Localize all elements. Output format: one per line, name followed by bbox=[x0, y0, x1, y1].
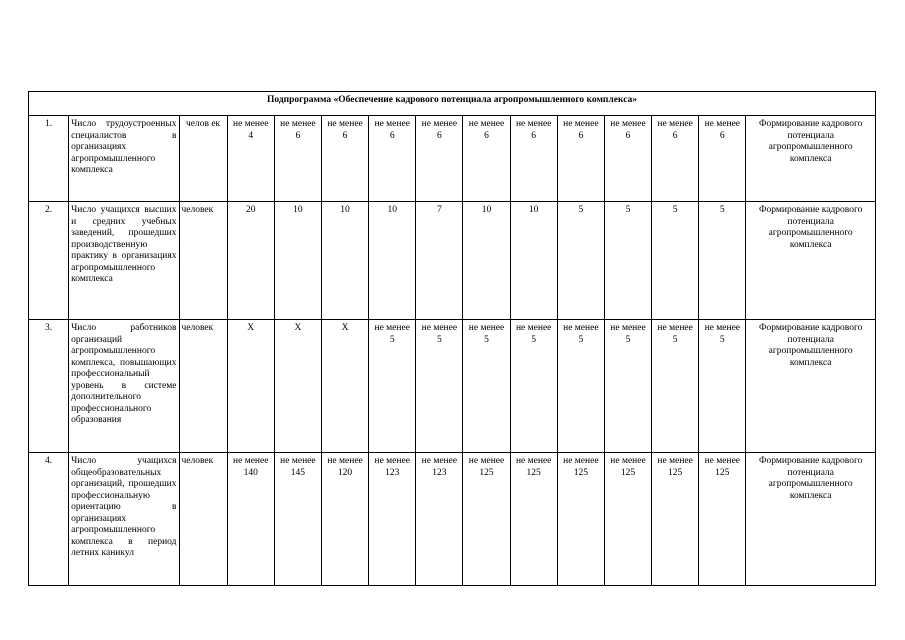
value-cell: не менее 125 bbox=[604, 453, 651, 586]
value-cell: не менее 125 bbox=[699, 453, 746, 586]
value-cell: не менее 5 bbox=[463, 320, 510, 453]
value-cell: не менее 5 bbox=[416, 320, 463, 453]
value-cell: 10 bbox=[321, 202, 368, 320]
indicator-name: Число трудоустроенных специалистов в организациях агропромышленного комплекса bbox=[69, 116, 179, 202]
value-cell: 10 bbox=[463, 202, 510, 320]
table-row bbox=[29, 320, 876, 453]
value-cell: Х bbox=[227, 320, 274, 453]
value-cell: Х bbox=[321, 320, 368, 453]
value-cell: не менее 123 bbox=[416, 453, 463, 586]
unit-cell: человек bbox=[179, 453, 227, 586]
table-row bbox=[29, 116, 876, 202]
value-cell: 10 bbox=[369, 202, 416, 320]
value-cell: не менее 6 bbox=[321, 116, 368, 202]
value-cell: не менее 5 bbox=[652, 320, 699, 453]
value-cell: не менее 123 bbox=[369, 453, 416, 586]
indicator-name: Число учащихся высших и средних учебных заведений, прошедших производственную практику в организациях агропромышленного комплекса bbox=[69, 202, 179, 320]
expected-result: Формирование кадрового потенциала агропромышленного комплекса bbox=[746, 116, 876, 202]
value-cell: не менее 6 bbox=[463, 116, 510, 202]
value-cell: не менее 140 bbox=[227, 453, 274, 586]
indicator-name: Число работников организаций агропромышленного комплекса, повышающих профессиональный уровень в системе дополнительного профессионального образования bbox=[69, 320, 179, 453]
unit-cell: человек bbox=[179, 320, 227, 453]
value-cell: не менее 5 bbox=[604, 320, 651, 453]
value-cell: не менее 125 bbox=[557, 453, 604, 586]
value-cell: не менее 125 bbox=[652, 453, 699, 586]
unit-cell: челов ек bbox=[179, 116, 227, 202]
value-cell: не менее 120 bbox=[321, 453, 368, 586]
value-cell: не менее 4 bbox=[227, 116, 274, 202]
expected-result: Формирование кадрового потенциала агропромышленного комплекса bbox=[746, 320, 876, 453]
value-cell: 5 bbox=[699, 202, 746, 320]
value-cell: 10 bbox=[510, 202, 557, 320]
subprogram-title: Подпрограмма «Обеспечение кадрового потенциала агропромышленного комплекса» bbox=[29, 92, 876, 116]
unit-cell: человек bbox=[179, 202, 227, 320]
value-cell: не менее 6 bbox=[557, 116, 604, 202]
value-cell: не менее 145 bbox=[274, 453, 321, 586]
value-cell: не менее 6 bbox=[510, 116, 557, 202]
value-cell: не менее 5 bbox=[369, 320, 416, 453]
row-number: 3. bbox=[29, 320, 69, 453]
value-cell: Х bbox=[274, 320, 321, 453]
value-cell: не менее 6 bbox=[416, 116, 463, 202]
value-cell: не менее 6 bbox=[652, 116, 699, 202]
indicators-table bbox=[28, 91, 876, 586]
value-cell: 5 bbox=[557, 202, 604, 320]
value-cell: 5 bbox=[604, 202, 651, 320]
row-number: 4. bbox=[29, 453, 69, 586]
value-cell: не менее 125 bbox=[510, 453, 557, 586]
value-cell: не менее 6 bbox=[604, 116, 651, 202]
value-cell: не менее 5 bbox=[557, 320, 604, 453]
value-cell: не менее 5 bbox=[510, 320, 557, 453]
table-row bbox=[29, 453, 876, 586]
value-cell: 20 bbox=[227, 202, 274, 320]
value-cell: не менее 5 bbox=[699, 320, 746, 453]
indicator-name: Число учащихся общеобразовательных организаций, прошедших профессиональную ориентацию в организациях агропромышленного комплекса в период летних каникул bbox=[69, 453, 179, 586]
value-cell: 7 bbox=[416, 202, 463, 320]
value-cell: не менее 6 bbox=[369, 116, 416, 202]
row-number: 2. bbox=[29, 202, 69, 320]
table-row bbox=[29, 202, 876, 320]
value-cell: не менее 125 bbox=[463, 453, 510, 586]
value-cell: не менее 6 bbox=[699, 116, 746, 202]
value-cell: не менее 6 bbox=[274, 116, 321, 202]
expected-result: Формирование кадрового потенциала агропромышленного комплекса bbox=[746, 453, 876, 586]
value-cell: 10 bbox=[274, 202, 321, 320]
row-number: 1. bbox=[29, 116, 69, 202]
subprogram-title-row bbox=[29, 92, 876, 116]
value-cell: 5 bbox=[652, 202, 699, 320]
expected-result: Формирование кадрового потенциала агропромышленного комплекса bbox=[746, 202, 876, 320]
